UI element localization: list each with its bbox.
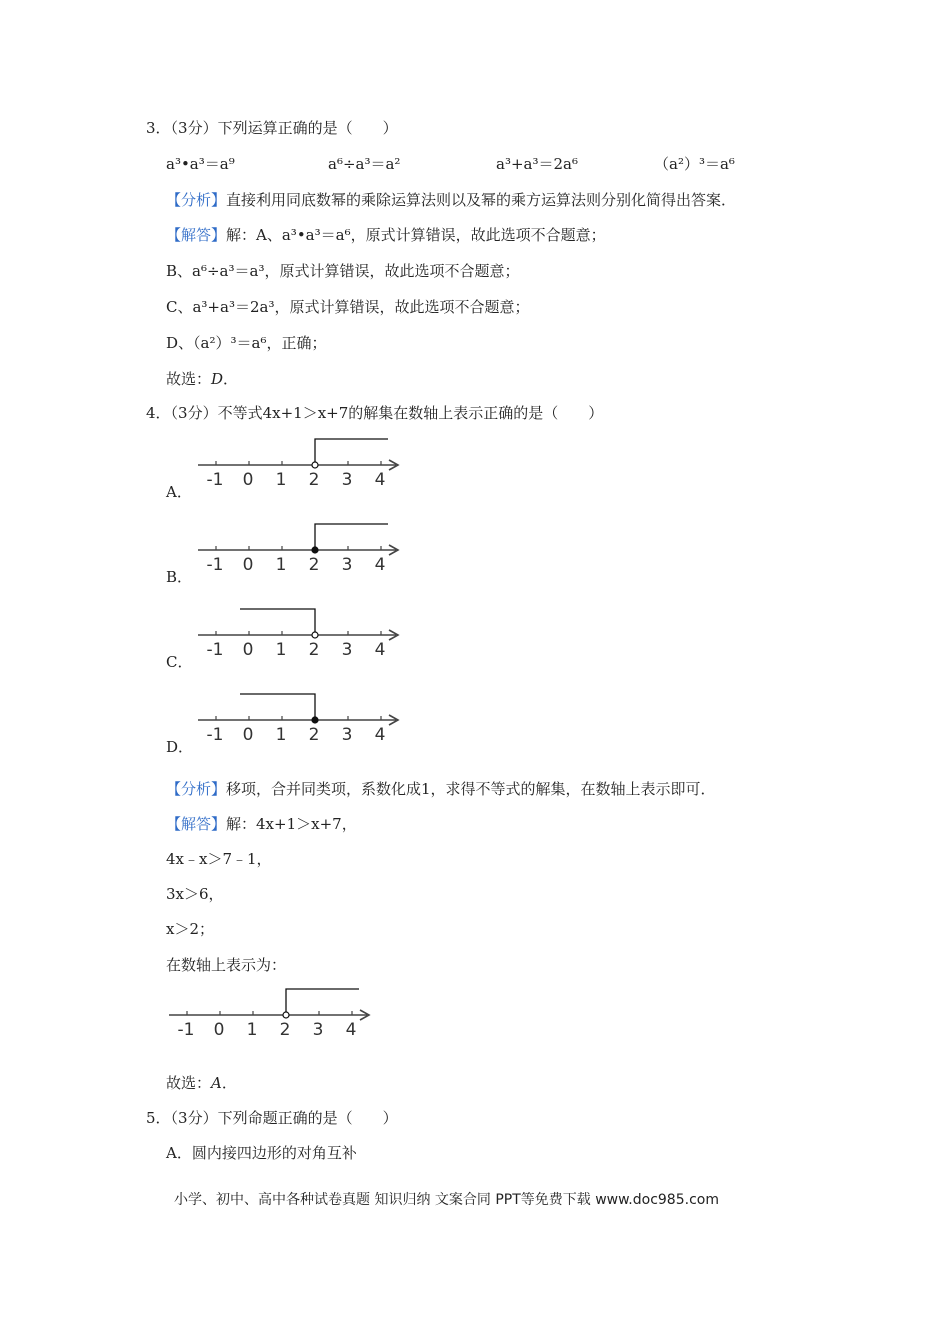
open-point: [312, 462, 318, 468]
q3-analysis-tag: 【分析】: [166, 191, 227, 209]
solution-bracket: [240, 609, 315, 632]
q3-option-b-text: a⁶÷a³＝a²: [328, 155, 401, 173]
tick-label: 0: [242, 555, 254, 575]
tick-label: 2: [279, 1020, 291, 1040]
q4-option-d-number-line: [196, 687, 406, 747]
q4-title: [146, 403, 603, 423]
tick-label: 0: [242, 470, 254, 490]
number-line-svg: [196, 432, 406, 492]
q4-option-b-number-line: [196, 517, 406, 577]
q4-stem: 不等式4x+1＞x+7的解集在数轴上表示正确的是（ ）: [217, 404, 604, 422]
number-line-svg: [167, 982, 377, 1042]
tick-label: 1: [275, 725, 287, 745]
closed-point: [312, 717, 318, 723]
open-point: [283, 1012, 289, 1018]
q4-answer-value: A: [211, 1074, 222, 1092]
q3-option-d-text: （a²）³＝a⁶: [654, 155, 735, 173]
number-line-svg: [196, 687, 406, 747]
tick-label: 4: [374, 470, 386, 490]
number-line-svg: [196, 517, 406, 577]
tick-label: -1: [206, 725, 224, 745]
q4-solution-tag: 【解答】: [166, 815, 227, 833]
solution-bracket: [315, 524, 388, 547]
q3-analysis: [166, 190, 736, 210]
q3-option-d: [654, 154, 735, 174]
tick-label: 0: [242, 725, 254, 745]
q3-answer: [166, 369, 238, 389]
tick-label: 4: [374, 725, 386, 745]
q3-solution-line-b: B、a⁶÷a³＝a³，原式计算错误，故此选项不合题意；: [166, 262, 520, 280]
q3-answer-prefix: 故选：: [166, 370, 212, 388]
tick-label: 1: [275, 640, 287, 660]
q4-score: （3分）: [170, 404, 218, 422]
tick-label: -1: [206, 470, 224, 490]
q3-solution-tag: 【解答】: [166, 226, 227, 244]
q3-answer-value: D: [211, 370, 224, 388]
q5-number: 5．: [146, 1109, 171, 1127]
q3-answer-suffix: ．: [223, 370, 239, 388]
q3-solution-line-c: C、a³+a³＝2a³，原式计算错误，故此选项不合题意；: [166, 298, 530, 316]
solution-bracket: [315, 439, 388, 462]
q4-option-a-number-line: [196, 432, 406, 492]
tick-label: 3: [341, 555, 353, 575]
q4-answer-suffix: ．: [221, 1074, 237, 1092]
q3-title: [146, 118, 398, 138]
q4-step-1: 4x﹣x＞7﹣1，: [166, 850, 272, 868]
q4-option-c-number-line: [196, 602, 406, 662]
q4-solution-intro: 解：4x+1＞x+7，: [226, 815, 357, 833]
tick-label: 2: [308, 725, 320, 745]
q3-stem: 下列运算正确的是（ ）: [217, 119, 398, 137]
q3-option-a-text: a³•a³＝a⁹: [166, 155, 235, 173]
q4-option-d-label: D．: [166, 738, 194, 756]
tick-label: 3: [341, 725, 353, 745]
q4-answer-number-line: [167, 982, 377, 1042]
tick-label: 4: [374, 555, 386, 575]
tick-label: 1: [246, 1020, 258, 1040]
tick-label: 1: [275, 470, 287, 490]
q3-solution-line-d: D、（a²）³＝a⁶，正确；: [166, 334, 327, 352]
q4-step-2: 3x＞6，: [166, 885, 224, 903]
q5-option-a: A．圆内接四边形的对角互补: [166, 1144, 357, 1162]
tick-label: -1: [177, 1020, 195, 1040]
tick-label: 3: [312, 1020, 324, 1040]
q3-option-a: [166, 154, 235, 174]
q4-answer: [166, 1073, 237, 1093]
q4-analysis-tag: 【分析】: [166, 780, 227, 798]
tick-label: -1: [206, 640, 224, 660]
q4-option-c-label: C．: [166, 653, 193, 671]
q5-score: （3分）: [170, 1109, 218, 1127]
tick-label: 1: [275, 555, 287, 575]
q4-step-4: 在数轴上表示为：: [166, 956, 287, 974]
q3-score: （3分）: [170, 119, 218, 137]
q3-number: 3．: [146, 119, 171, 137]
q3-option-c-text: a³+a³＝2a⁶: [496, 155, 578, 173]
number-line-svg: [196, 602, 406, 662]
solution-bracket: [286, 989, 359, 1012]
tick-label: 2: [308, 470, 320, 490]
q4-number: 4．: [146, 404, 171, 422]
q4-analysis: [166, 779, 716, 799]
q3-option-c: [496, 154, 578, 174]
tick-label: 2: [308, 640, 320, 660]
q4-step-3: x＞2；: [166, 920, 215, 938]
q5-stem: 下列命题正确的是（ ）: [217, 1109, 398, 1127]
tick-label: 0: [242, 640, 254, 660]
tick-label: 4: [345, 1020, 357, 1040]
tick-label: 2: [308, 555, 320, 575]
q3-solution-line-a: A、a³•a³＝a⁶，原式计算错误，故此选项不合题意；: [256, 226, 606, 244]
q3-solution: [166, 225, 606, 245]
closed-point: [312, 547, 318, 553]
q3-analysis-text: 直接利用同底数幂的乘除运算法则以及幂的乘方运算法则分别化简得出答案．: [226, 191, 737, 209]
q3-solution-intro: 解：: [226, 226, 257, 244]
page-footer: 小学、初中、高中各种试卷真题 知识归纳 文案合同 PPT等免费下载 www.doc985.com: [174, 1192, 719, 1208]
tick-label: 4: [374, 640, 386, 660]
open-point: [312, 632, 318, 638]
tick-label: 3: [341, 640, 353, 660]
q4-option-b-label: B．: [166, 568, 193, 586]
q5-title: [146, 1108, 398, 1128]
solution-bracket: [240, 694, 315, 717]
tick-label: -1: [206, 555, 224, 575]
tick-label: 0: [213, 1020, 225, 1040]
q3-option-b: [328, 154, 400, 174]
q4-answer-prefix: 故选：: [166, 1074, 212, 1092]
q4-solution: [166, 814, 357, 834]
q4-option-a-label: A．: [166, 483, 192, 501]
q4-analysis-text: 移项，合并同类项，系数化成1，求得不等式的解集，在数轴上表示即可．: [226, 780, 716, 798]
tick-label: 3: [341, 470, 353, 490]
